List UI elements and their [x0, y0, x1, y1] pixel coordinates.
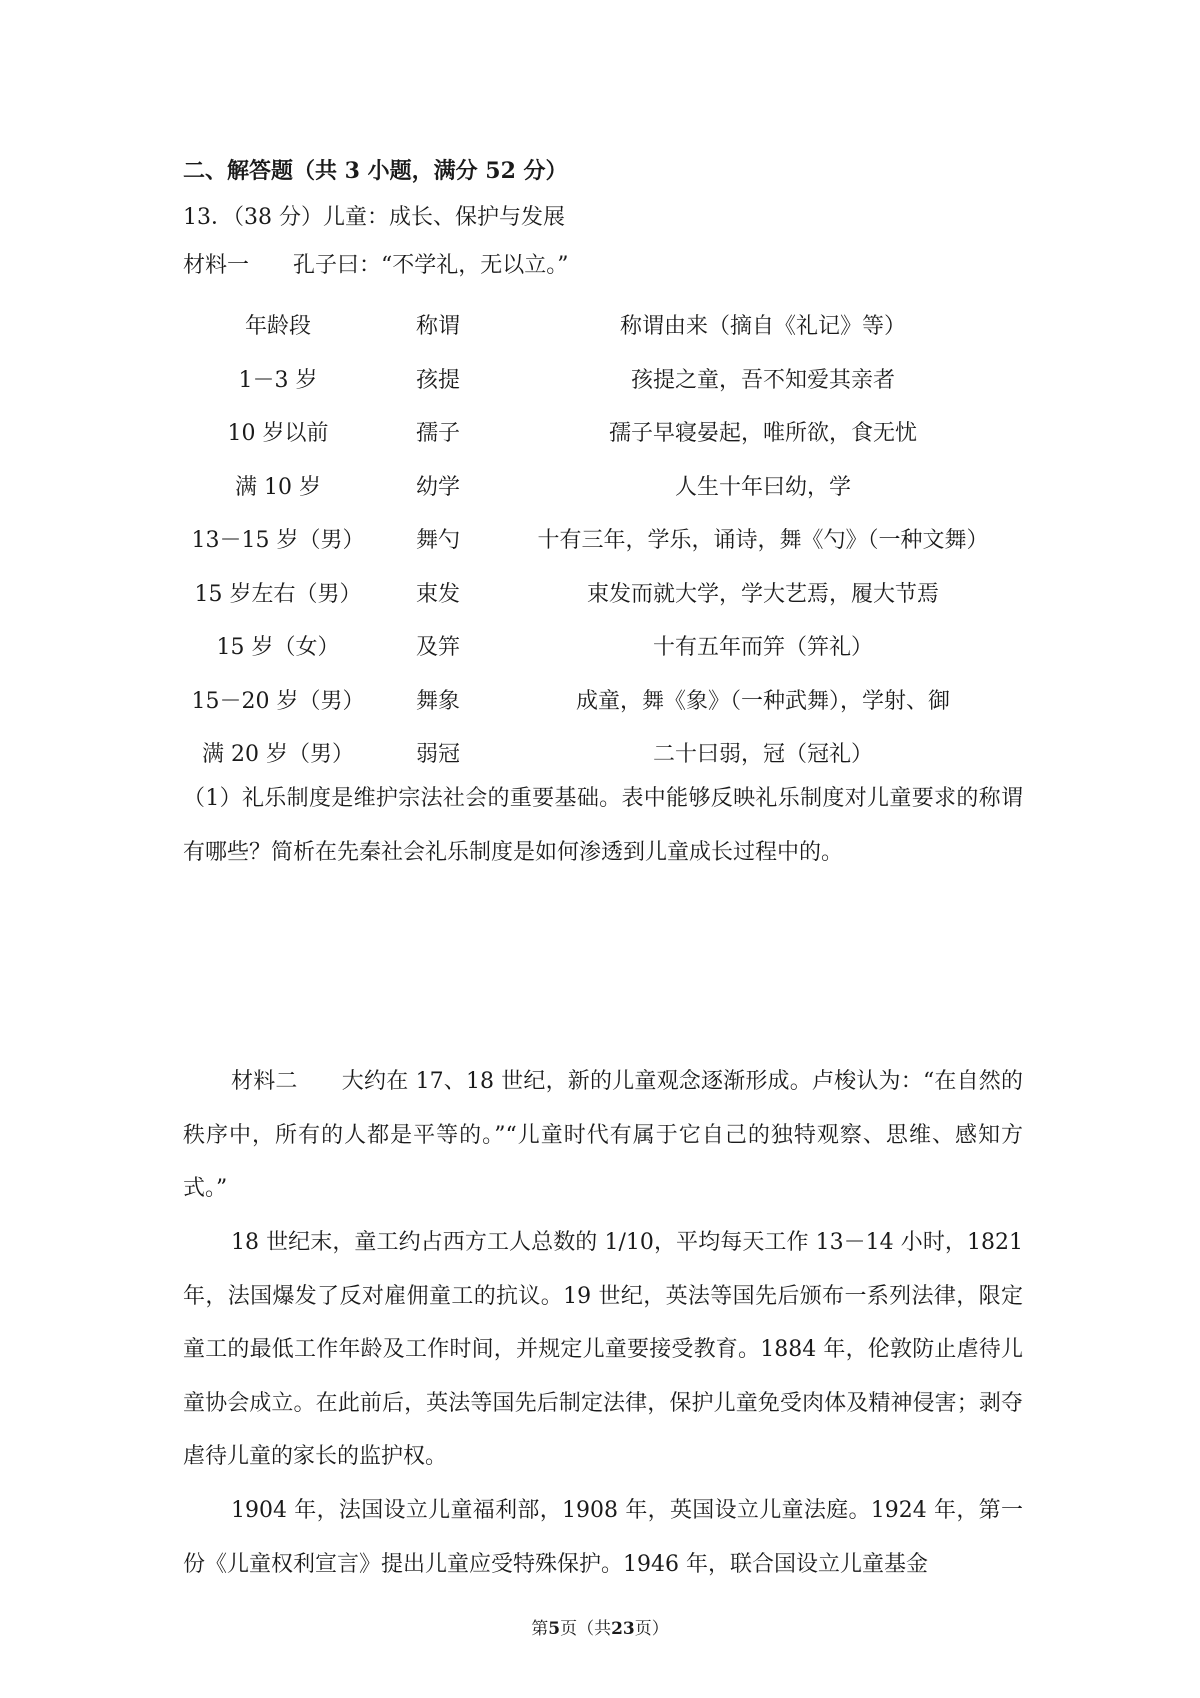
- cell-title: 舞象: [415, 688, 460, 714]
- table-row: [183, 459, 1023, 513]
- table-row: [183, 619, 1023, 673]
- cell-title: 孺子: [415, 421, 460, 447]
- header-age: 年龄段: [244, 314, 311, 340]
- cell-age: 满 20 岁（男）: [202, 742, 354, 768]
- cell-origin: 十有五年而笄（笄礼）: [652, 635, 873, 661]
- cell-origin: 孩提之童，吾不知爱其亲者: [630, 367, 895, 393]
- section-title: 二、解答题（共 3 小题，满分 52 分）: [183, 158, 568, 184]
- footer-page-number: 5: [548, 1619, 561, 1639]
- table-row: [183, 405, 1023, 459]
- footer-suffix: 页）: [634, 1619, 669, 1639]
- material-one-label: 材料一: [183, 253, 250, 278]
- cell-title: 孩提: [415, 367, 460, 393]
- material-two-paragraph-3: 1904 年，法国设立儿童福利部，1908 年，英国设立儿童法庭。1924 年，第一份《儿童权利宣言》提出儿童应受特殊保护。1946 年，联合国设立儿童基金: [183, 1498, 1023, 1577]
- cell-title: 束发: [415, 581, 460, 607]
- sub-question-1: （1）礼乐制度是维护宗法社会的重要基础。表中能够反映礼乐制度对儿童要求的称谓有哪些？简析在先秦社会礼乐制度是如何渗透到儿童成长过程中的。: [183, 786, 1023, 865]
- table-header-row: [183, 298, 1023, 352]
- cell-age: 满 10 岁: [235, 474, 321, 500]
- cell-origin: 束发而就大学，学大艺焉，履大节焉: [586, 581, 939, 607]
- cell-age: 13－15 岁（男）: [191, 528, 365, 554]
- page-footer: [0, 1617, 1200, 1641]
- table-row: [183, 673, 1023, 727]
- cell-title: 及笄: [415, 635, 460, 661]
- header-title: 称谓: [415, 314, 460, 340]
- footer-total-pages: 23: [611, 1619, 635, 1639]
- cell-origin: 成童，舞《象》（一种武舞），学射、御: [575, 688, 950, 714]
- table-row: [183, 352, 1023, 406]
- material-one-quote: 孔子曰：“不学礼，无以立。”: [293, 253, 569, 278]
- cell-origin: 二十曰弱，冠（冠礼）: [652, 742, 873, 768]
- material-one-line: [183, 251, 1023, 281]
- cell-title: 幼学: [415, 474, 460, 500]
- cell-origin: 孺子早寝晏起，唯所欲，食无忧: [608, 421, 917, 447]
- cell-origin: 人生十年曰幼，学: [674, 474, 851, 500]
- material-two-paragraph-2: 18 世纪末，童工约占西方工人总数的 1/10，平均每天工作 13－14 小时，1821 年，法国爆发了反对雇佣童工的抗议。19 世纪，英法等国先后颁布一系列法律，限定童工的最低工作年龄及工作时间，并规定儿童要接受教育。1884 年，伦敦防止虐待儿童协会成立。在此前后，英法等国先后制定法律，保护儿童免受肉体及精神侵害；剥夺虐待儿童的家长的监护权。: [183, 1230, 1023, 1469]
- material-two-text-1: 大约在 17、18 世纪，新的儿童观念逐渐形成。卢梭认为：“在自然的秩序中，所有的人都是平等的。”“儿童时代有属于它自己的独特观察、思维、感知方式。”: [183, 1069, 1023, 1201]
- cell-age: 1－3 岁: [238, 367, 318, 393]
- footer-middle: 页（共: [560, 1619, 612, 1639]
- material-two-label: 材料二: [231, 1069, 298, 1094]
- cell-origin: 十有三年，学乐，诵诗，舞《勺》（一种文舞）: [537, 528, 989, 554]
- cell-age: 15 岁（女）: [216, 635, 340, 661]
- question-title: 13．（38 分）儿童：成长、保护与发展: [183, 205, 565, 230]
- table-row: [183, 566, 1023, 620]
- table-row: [183, 512, 1023, 566]
- cell-title: 舞勺: [415, 528, 460, 554]
- cell-title: 弱冠: [415, 742, 460, 768]
- footer-prefix: 第: [531, 1619, 549, 1639]
- cell-age: 15 岁左右（男）: [194, 581, 362, 607]
- material-two-paragraph-1: [183, 1055, 1023, 1216]
- cell-age: 15－20 岁（男）: [191, 688, 365, 714]
- header-origin: 称谓由来（摘自《礼记》等）: [619, 314, 906, 340]
- age-title-table: [183, 298, 1023, 780]
- cell-age: 10 岁以前: [227, 421, 329, 447]
